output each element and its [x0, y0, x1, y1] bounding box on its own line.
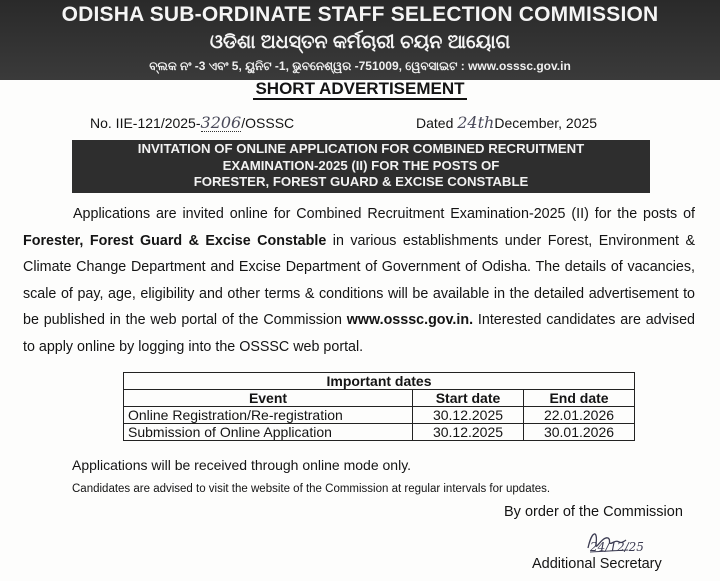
posts-name: Forester, Forest Guard & Excise Constable	[23, 232, 327, 249]
row-event: Online Registration/Re-registration	[124, 407, 413, 424]
org-address: ବ୍ଲକ ନଂ -3 ଏବଂ 5, ୟୁନିଟ -1, ଭୁବନେଶ୍ୱର -751009, ୱେବସାଇଟ : www.osssc.gov.in	[149, 59, 571, 73]
ref-suffix: /OSSSC	[241, 115, 295, 131]
reference-number	[90, 113, 294, 132]
table-row	[124, 407, 635, 424]
signature-date: 24/12/25	[590, 540, 644, 554]
ref-prefix: No. IIE-121/2025-	[90, 115, 201, 131]
org-name-english: ODISHA SUB-ORDINATE STAFF SELECTION COMMISSION	[61, 3, 659, 26]
col-header-event: Event	[124, 390, 413, 407]
row-end-date: 22.01.2026	[524, 407, 635, 424]
body-text-2: in various establishments under Forest, Environment & Climate Change Department and Excise Department of Government of Odisha. The details of vacancies, scale of pay, age, eligibility and other terms & conditions will be available in the detailed advertisement to be published in the web portal of the Commission	[23, 232, 696, 328]
body-paragraph	[23, 201, 695, 360]
body-text-1: Applications are invited online for Combined Recruitment Examination-2025 (II) for the posts of	[73, 206, 695, 222]
online-mode-note: Applications will be received through online mode only.	[72, 457, 412, 473]
title-text: SHORT ADVERTISEMENT	[255, 79, 465, 98]
invitation-line-1: INVITATION OF ONLINE APPLICATION FOR COMBINED RECRUITMENT	[137, 141, 585, 156]
letterhead	[0, 0, 720, 80]
row-start-date: 30.12.2025	[413, 407, 524, 424]
visit-website-note: Candidates are advised to visit the website of the Commission at regular intervals for updates.	[72, 483, 551, 495]
invitation-line-2: EXAMINATION-2025 (II) FOR THE POSTS OF	[222, 157, 500, 173]
col-header-end: End date	[524, 390, 635, 407]
important-dates-table	[123, 372, 635, 441]
website-link[interactable]: www.osssc.gov.in.	[346, 312, 474, 328]
invitation-banner	[72, 140, 650, 193]
date-rest: December, 2025	[494, 115, 598, 131]
table-row	[124, 424, 635, 441]
col-header-start: Start date	[413, 390, 524, 407]
row-start-date: 30.12.2025	[413, 424, 524, 441]
handwritten-day: 24th	[457, 113, 495, 132]
org-name-odia: ଓଡିଶା ଅଧସ୍ତନ କର୍ମଚାରୀ ଚୟନ ଆୟୋଗ	[209, 32, 511, 53]
invitation-line-3: FORESTER, FOREST GUARD & EXCISE CONSTABLE	[193, 174, 529, 189]
document-title	[0, 79, 720, 99]
body-text-3: Interested candidates are advised to apply online by logging into the OSSSC web portal.	[23, 312, 695, 355]
row-end-date: 30.01.2026	[524, 424, 635, 441]
issue-date	[416, 113, 597, 132]
by-order-line: By order of the Commission	[504, 504, 683, 520]
handwritten-ref-no: 3206	[200, 113, 242, 132]
designation: Additional Secretary	[532, 556, 662, 572]
dated-label: Dated	[416, 115, 454, 131]
row-event: Submission of Online Application	[124, 424, 413, 441]
table-caption: Important dates	[124, 373, 635, 390]
